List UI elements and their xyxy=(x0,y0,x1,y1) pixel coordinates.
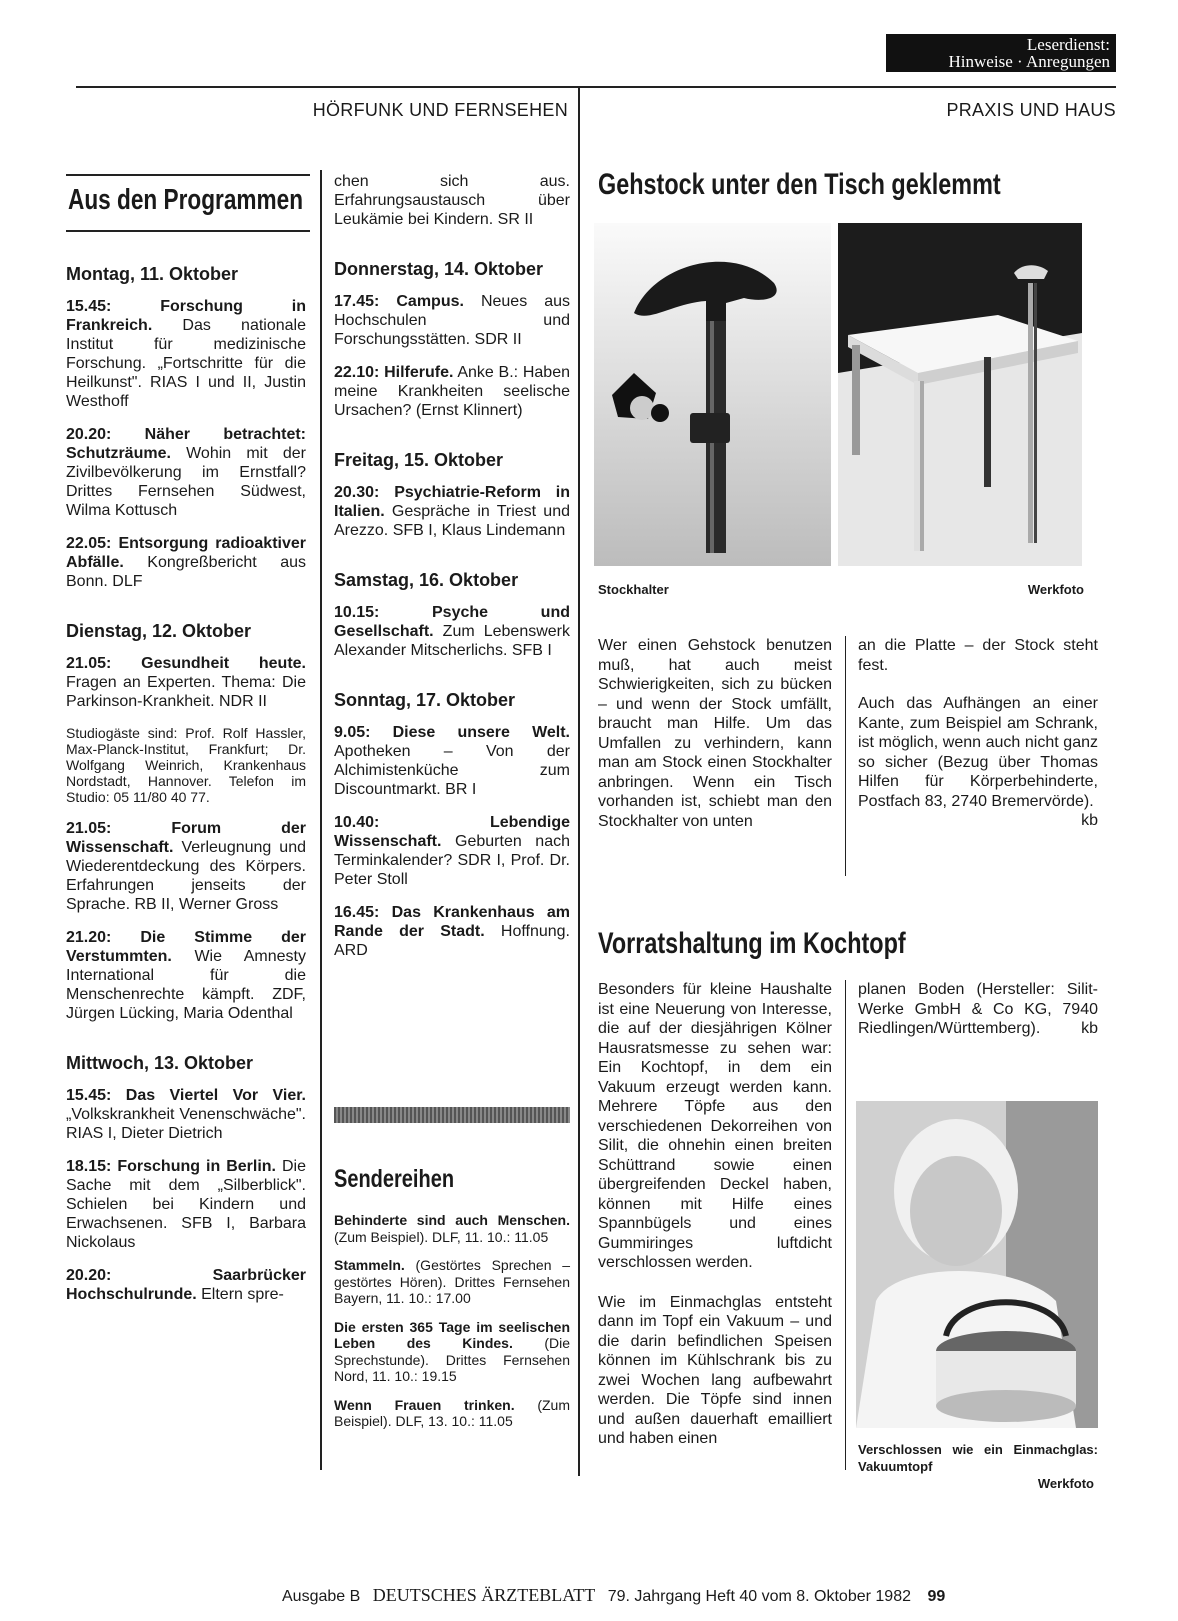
entry-title: 10.40: Lebendige Wissenschaft. xyxy=(334,814,570,850)
entry-title: 21.20: Die Stimme der Verstummten. xyxy=(66,929,306,965)
programme-entry xyxy=(66,297,306,411)
article2-col2-text: planen Boden (Hersteller: Silit-Werke GmbH & Co KG, 7940 Riedlingen/Württemberg). xyxy=(858,981,1098,1037)
programme-entry xyxy=(334,483,570,540)
entry-title: 22.05: Entsorgung radioaktiver Abfälle. xyxy=(66,535,306,571)
programme-divider xyxy=(320,170,322,1470)
programme-entry xyxy=(66,534,306,591)
entry-title: 18.15: Forschung in Berlin. xyxy=(66,1158,277,1175)
entry-text: Eltern spre- xyxy=(196,1286,284,1303)
entry-title: 15.45: Forschung in Frankreich. xyxy=(66,298,306,334)
programme-entry xyxy=(66,1266,306,1304)
article1-col-divider xyxy=(845,636,846,876)
header-rule xyxy=(76,86,1116,88)
title-rule-bottom xyxy=(66,230,310,232)
programme-column-2 xyxy=(334,172,570,974)
entry-title: Die ersten 365 Tage im seelischen Leben des Kindes. xyxy=(334,1318,570,1351)
programme-entry xyxy=(66,819,306,914)
entry-text: Anke B.: Haben meine Krankheiten seelische Ursachen? (Ernst Klinnert) xyxy=(334,364,571,419)
entry-title: 10.15: Psyche und Gesellschaft. xyxy=(334,604,570,640)
programme-entry xyxy=(66,425,306,520)
section-left: HÖRFUNK UND FERNSEHEN xyxy=(312,100,568,120)
footer xyxy=(282,1585,945,1606)
article2-signature: kb xyxy=(1081,1020,1098,1037)
entry-title: 21.05: Gesundheit heute. xyxy=(66,655,306,672)
entry-title: 20.20: Saarbrücker Hochschulrunde. xyxy=(66,1267,306,1303)
programme-entry xyxy=(334,1257,570,1307)
entry-title: 15.45: Das Viertel Vor Vier. xyxy=(66,1087,306,1104)
entry-text: Verleugnung und Wiederentdeckung des Körpers. Erfahrungen jenseits der Sprache. RB II, Werner Gross xyxy=(66,839,306,913)
entry-text: chen sich aus. Erfahrungsaustausch über Leukämie bei Kindern. SR II xyxy=(334,173,570,228)
article2-col1-p2: Wie im Einmachglas entsteht dann im Topf ein Vakuum – und die darin befindlichen Speisen können im Kühlschrank bis zu zwei Wochen lang aufbewahrt werden. Die Töpfe sind innen und außen dauerhaft emailliert und haben einen xyxy=(598,1293,832,1447)
day-heading: Dienstag, 12. Oktober xyxy=(66,621,252,641)
sendereihen-list xyxy=(334,1212,570,1442)
article1-col1: Wer einen Gehstock benutzen muß, hat auch meist Schwierigkeiten, sich zu bücken – und wenn der Stock umfällt, braucht man Hilfe. Um das Umfallen zu verhindern, kann man am Stock einen Stockhalter anbringen. Wenn ein Tisch vorhanden ist, schiebt man den Stockhalter von unten xyxy=(598,637,832,830)
programme-column-1 xyxy=(66,264,306,1318)
footer-journal: DEUTSCHES ÄRZTEBLATT xyxy=(372,1585,596,1605)
article2-title: Vorratshaltung im Kochtopf xyxy=(598,927,906,960)
leserdienst-line2: Hinweise · Anregungen xyxy=(948,52,1110,71)
leserdienst-line1: Leserdienst: xyxy=(1026,35,1110,54)
entry-title: 17.45: Campus. xyxy=(334,293,464,310)
article1-col2 xyxy=(858,636,1098,831)
programme-entry xyxy=(334,903,570,960)
day-heading: Sonntag, 17. Oktober xyxy=(334,690,516,710)
entry-text: Gespräche in Triest und Arezzo. SFB I, Klaus Lindemann xyxy=(334,503,570,539)
programme-entry xyxy=(66,928,306,1023)
programme-entry xyxy=(66,1086,306,1143)
sendereihen-title: Sendereihen xyxy=(334,1165,455,1193)
entry-text: Neues aus Hochschulen und Forschungsstätten. SDR II xyxy=(334,293,571,348)
programme-entry xyxy=(334,363,570,420)
day-heading: Samstag, 16. Oktober xyxy=(334,570,519,590)
article2-col-divider xyxy=(845,980,846,1470)
day-heading: Donnerstag, 14. Oktober xyxy=(334,259,544,279)
footer-page: 99 xyxy=(927,1588,946,1605)
entry-title: Wenn Frauen trinken. xyxy=(334,1396,515,1413)
table-crutch-photo xyxy=(838,223,1082,566)
entry-title: 20.20: Näher betrachtet: Schutzräume. xyxy=(66,426,306,462)
entry-text: Zum Lebenswerk Alexander Mitscherlichs. SFB I xyxy=(334,623,570,659)
programme-entry xyxy=(334,292,570,349)
programme-entry xyxy=(334,172,570,229)
programme-entry xyxy=(334,1319,570,1385)
entry-text: Wohin mit der Zivilbevölkerung im Ernstfall? Drittes Fernsehen Südwest, Wilma Kottusch xyxy=(66,445,306,519)
article1-signature: kb xyxy=(1081,812,1098,829)
section-right: PRAXIS UND HAUS xyxy=(946,100,1116,120)
entry-title: 9.05: Diese unsere Welt. xyxy=(334,724,570,741)
day-heading: Montag, 11. Oktober xyxy=(66,264,239,284)
article2-col1 xyxy=(598,980,832,1449)
article2-caption: Verschlossen wie ein Einmachglas: Vakuumtopf xyxy=(858,1442,1098,1474)
day-heading: Freitag, 15. Oktober xyxy=(334,450,504,470)
article1-title: Gehstock unter den Tisch geklemmt xyxy=(598,168,1001,201)
entry-title: 21.05: Forum der Wissenschaft. xyxy=(66,820,306,856)
entry-text: Geburten nach Terminkalender? SDR I, Prof. Dr. Peter Stoll xyxy=(334,833,570,888)
entry-text: (Zum Beispiel). DLF, 13. 10.: 11.05 xyxy=(334,1396,570,1429)
entry-title: 16.45: Das Krankenhaus am Rande der Stadt. xyxy=(334,904,570,940)
article1-col2-p2-text: Auch das Aufhängen an einer Kante, zum Beispiel am Schrank, ist möglich, wenn auch nicht ganz so sicher (Bezug über Thomas Hilfen für Körperbehinderte, Postfach 83, 2740 Bremervörde). xyxy=(858,695,1098,810)
footer-issue: 79. Jahrgang Heft 40 vom 8. Oktober 1982 xyxy=(607,1588,911,1605)
entry-text: Hoffnung. ARD xyxy=(334,923,570,959)
entry-title: 20.30: Psychiatrie-Reform in Italien. xyxy=(334,484,570,520)
article1-caption: Stockhalter xyxy=(598,582,669,597)
entry-text: „Volkskrankheit Venenschwäche". RIAS I, Dieter Dietrich xyxy=(66,1106,306,1142)
center-divider xyxy=(578,86,580,1476)
footer-ausgabe: Ausgabe B xyxy=(282,1588,361,1605)
entry-text: (Gestörtes Sprechen – gestörtes Hören). Drittes Fernsehen Bayern, 11. 10.: 17.00 xyxy=(334,1257,570,1306)
programme-entry xyxy=(334,1212,570,1245)
article1-col2-p2 xyxy=(858,694,1098,829)
stock-handle-photo xyxy=(594,223,831,566)
entry-text: Kongreßbericht aus Bonn. DLF xyxy=(66,554,306,590)
article1-credit: Werkfoto xyxy=(1027,582,1084,597)
article2-col2 xyxy=(858,980,1098,1039)
entry-text: Apotheken – Von der Alchimistenküche zum Discountmarkt. BR I xyxy=(334,743,570,798)
entry-text: Die Sache mit dem „Silberblick". Schielen bei Kindern und Erwachsenen. SFB I, Barbara Nickolaus xyxy=(66,1158,307,1251)
article2-credit: Werkfoto xyxy=(1037,1476,1094,1491)
entry-title: Stammeln. xyxy=(334,1257,405,1273)
entry-text: Wie Amnesty International für die Menschenrechte kämpft. ZDF, Jürgen Lücking, Maria Odenthal xyxy=(66,948,306,1022)
programme-entry xyxy=(334,603,570,660)
article1-col2-p1: an die Platte – der Stock steht fest. xyxy=(858,637,1098,674)
entry-title: 22.10: Hilferufe. xyxy=(334,364,454,381)
programme-entry: Studiogäste sind: Prof. Rolf Hassler, Max-Planck-Institut, Frankfurt; Dr. Wolfgang Weinrich, Krankenhaus Nordstadt, Hannover. Telefon im Studio: 05 11/80 40 77. xyxy=(66,725,306,805)
separator-bar xyxy=(334,1107,570,1123)
title-rule-top xyxy=(66,174,310,176)
programme-entry xyxy=(66,654,306,711)
entry-text: (Zum Beispiel). DLF, 11. 10.: 11.05 xyxy=(334,1228,549,1245)
leserdienst-tag xyxy=(886,34,1116,72)
entry-title: Behinderte sind auch Menschen. xyxy=(334,1212,570,1228)
day-heading: Mittwoch, 13. Oktober xyxy=(66,1053,254,1073)
vacuum-pot-photo xyxy=(856,1101,1098,1428)
entry-text: Fragen an Experten. Thema: Die Parkinson-Krankheit. NDR II xyxy=(66,674,306,710)
programme-entry xyxy=(334,723,570,799)
programme-entry xyxy=(334,1397,570,1430)
programme-entry xyxy=(334,813,570,889)
entry-text: Das nationale Institut für medizinische Forschung. „Fortschritte für die Heilkunst". RIAS I und II, Justin Westhoff xyxy=(66,317,306,410)
article2-col1-p1: Besonders für kleine Haushalte ist eine Neuerung von Interesse, die auf der diesjährigen Kölner Hausratsmesse zu sehen war: Ein Kochtopf, in dem ein Vakuum erzeugt werden kann. Mehrere Töpfe aus den verschiedenen Dekorreihen von Silit, die ohnehin einen breiten Schüttrand sowie einen übergreifenden Deckel haben, können mit Hilfe eines Spannbügels und eines Gummiringes luftdicht verschlossen werden. xyxy=(598,981,832,1271)
entry-text: (Die Sprechstunde). Drittes Fernsehen Nord, 11. 10.: 19.15 xyxy=(334,1335,570,1384)
programme-title: Aus den Programmen xyxy=(68,184,304,216)
programme-entry xyxy=(66,1157,306,1252)
